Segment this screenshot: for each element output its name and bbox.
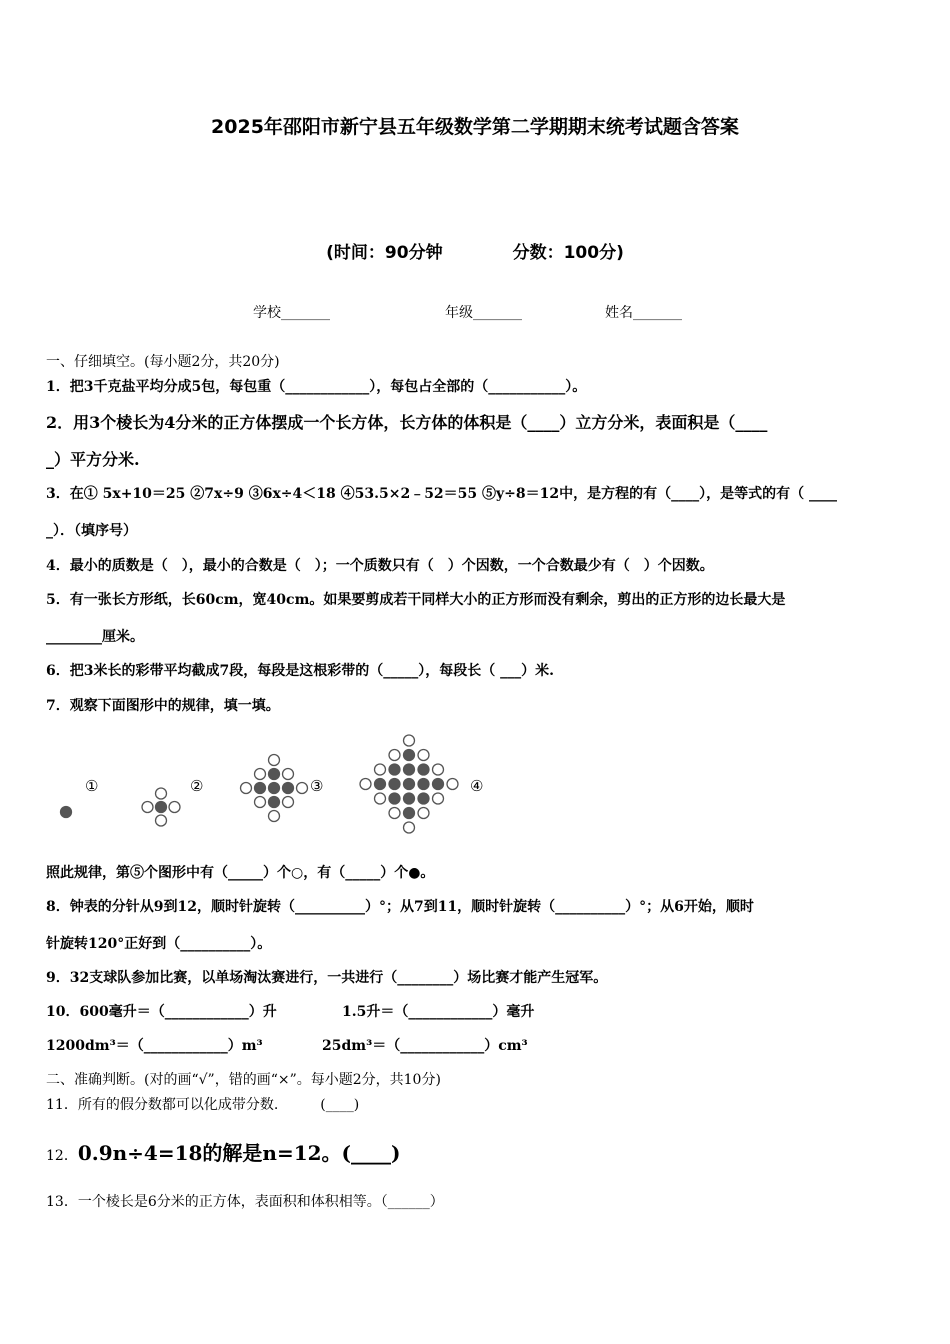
- figure-4-hollow-dot: [389, 808, 400, 819]
- question-12-number: 12．: [46, 1148, 78, 1164]
- question-10-b: 1.5升＝（____________）毫升: [342, 1004, 535, 1020]
- figure-label-4: ④: [470, 777, 484, 795]
- figure-4-filled-dot: [404, 808, 415, 819]
- question-3-cont: _）．（填序号）: [46, 523, 137, 539]
- figure-4-filled-dot: [418, 793, 429, 804]
- question-3: 3．在① 5x+10＝25 ②7x÷9 ③6x÷4＜18 ④53.5×2﹣52＝55 ⑤y÷8＝12中，是方程的有（____），是等式的有（ ____: [46, 486, 837, 502]
- question-10-c: 1200dm³＝（____________）m³: [46, 1038, 263, 1054]
- question-2: 2．用3个棱长为4分米的正方体摆成一个长方体，长方体的体积是（____）立方分米，表面积是（____: [46, 413, 768, 432]
- figure-4-hollow-dot: [418, 750, 429, 761]
- section-2-heading: 二、准确判断。(对的画“√”，错的画“×”。每小题2分，共10分): [46, 1072, 441, 1088]
- page-title: 2025年邵阳市新宁县五年级数学第二学期期末统考试题含答案: [211, 116, 739, 138]
- question-1: 1．把3千克盐平均分成5包，每包重（____________），每包占全部的（___________）。: [46, 379, 587, 395]
- question-11: 11．所有的假分数都可以化成带分数. (____): [46, 1097, 360, 1113]
- figure-2-filled-dot: [156, 802, 167, 813]
- figure-3-filled-dot: [269, 797, 280, 808]
- figure-2-hollow-dot: [169, 802, 180, 813]
- figure-2-hollow-dot: [156, 815, 167, 826]
- question-5: 5．有一张长方形纸，长60cm，宽40cm。如果要剪成若干同样大小的正方形而没有剩余，剪出的正方形的边长最大是: [46, 592, 786, 608]
- figure-4-filled-dot: [433, 779, 444, 790]
- grade-field[interactable]: 年级_______: [445, 305, 522, 321]
- figure-3-hollow-dot: [283, 769, 294, 780]
- figure-4-filled-dot: [404, 764, 415, 775]
- figure-4-filled-dot: [404, 750, 415, 761]
- figure-4-filled-dot: [375, 779, 386, 790]
- question-2-cont: _）平方分米.: [46, 450, 140, 469]
- figure-4-hollow-dot: [418, 808, 429, 819]
- question-8-cont: 针旋转120°正好到（__________）。: [46, 936, 272, 952]
- figure-4-hollow-dot: [375, 764, 386, 775]
- figure-3-filled-dot: [283, 783, 294, 794]
- question-7: 7．观察下面图形中的规律，填一填。: [46, 698, 280, 714]
- figure-4-filled-dot: [389, 779, 400, 790]
- question-7-followup: 照此规律，第⑤个图形中有（_____）个○，有（_____）个●。: [46, 865, 435, 881]
- figure-4-filled-dot: [389, 764, 400, 775]
- figure-3-hollow-dot: [255, 769, 266, 780]
- figure-3-hollow-dot: [255, 797, 266, 808]
- question-9: 9．32支球队参加比赛，以单场淘汰赛进行，一共进行（________）场比赛才能产生冠军。: [46, 970, 608, 986]
- figure-3-filled-dot: [269, 783, 280, 794]
- question-10-d: 25dm³＝（____________）cm³: [322, 1038, 528, 1054]
- exam-score: 分数：100分): [512, 243, 624, 263]
- name-field[interactable]: 姓名_______: [605, 305, 682, 321]
- figure-3-hollow-dot: [297, 783, 308, 794]
- section-1-heading: 一、仔细填空。(每小题2分，共20分): [46, 354, 280, 370]
- question-12-text: 0.9n÷4=18的解是n=12。(____): [77, 1141, 401, 1165]
- school-field[interactable]: 学校_______: [253, 305, 330, 321]
- figure-label-1: ①: [85, 777, 99, 795]
- figure-4-filled-dot: [404, 793, 415, 804]
- figure-3-hollow-dot: [241, 783, 252, 794]
- question-6: 6．把3米长的彩带平均截成7段，每段是这根彩带的（_____），每段长（ ___）米.: [46, 663, 554, 679]
- figure-4-filled-dot: [418, 764, 429, 775]
- figure-1-filled-dot: [61, 807, 72, 818]
- figure-4-hollow-dot: [404, 735, 415, 746]
- figure-label-2: ②: [190, 777, 204, 795]
- figure-3-hollow-dot: [269, 811, 280, 822]
- figure-3-hollow-dot: [283, 797, 294, 808]
- figure-4-filled-dot: [418, 779, 429, 790]
- figure-4-hollow-dot: [404, 822, 415, 833]
- figure-3-hollow-dot: [269, 755, 280, 766]
- figure-4-hollow-dot: [433, 764, 444, 775]
- figure-label-3: ③: [310, 777, 324, 795]
- figure-4-hollow-dot: [360, 779, 371, 790]
- question-12: [46, 1137, 400, 1166]
- figure-4-filled-dot: [404, 779, 415, 790]
- figure-4-filled-dot: [389, 793, 400, 804]
- figure-4-hollow-dot: [447, 779, 458, 790]
- question-10-a: 10．600毫升＝（____________）升: [46, 1004, 277, 1020]
- exam-time: (时间：90分钟: [326, 243, 443, 263]
- question-13: 13．一个棱长是6分米的正方体，表面积和体积相等。（______）: [46, 1194, 444, 1210]
- figure-4-hollow-dot: [389, 750, 400, 761]
- figure-2-hollow-dot: [142, 802, 153, 813]
- question-8: 8．钟表的分针从9到12，顺时针旋转（__________）°；从7到11，顺时针旋转（__________）°；从6开始，顺时: [46, 899, 754, 915]
- figure-3-filled-dot: [269, 769, 280, 780]
- figure-4-hollow-dot: [375, 793, 386, 804]
- figure-4-hollow-dot: [433, 793, 444, 804]
- question-5-cont: ________厘米。: [46, 629, 144, 645]
- figure-2-hollow-dot: [156, 788, 167, 799]
- question-4: 4．最小的质数是（ ），最小的合数是（ ）；一个质数只有（ ）个因数，一个合数最少有（ ）个因数。: [46, 558, 714, 574]
- figure-3-filled-dot: [255, 783, 266, 794]
